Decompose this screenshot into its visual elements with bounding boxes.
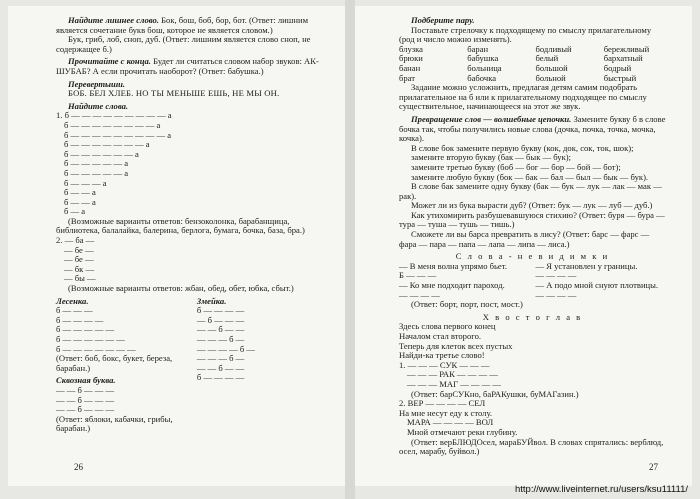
- verse-line: Мной отмечают реки глубину.: [407, 426, 518, 437]
- through-letter-row: — — б — — —: [56, 384, 115, 395]
- ladder-title: Лесенка.: [56, 295, 89, 306]
- ladder-row: б — — — —: [56, 314, 104, 325]
- pattern-line: 2. — ба —: [56, 235, 95, 246]
- snake-title: Змейка.: [196, 295, 227, 306]
- verse-line: МАРА — — — — ВОЛ: [407, 417, 494, 428]
- ladder-block: [56, 297, 186, 434]
- chain-line: Как утихомирить разбушевавшуюся стихию? (Ответ: буря — бура — тура — туша — тушь — тишь.): [399, 209, 665, 230]
- pair-word: быстрый: [603, 72, 637, 83]
- snake-row: — — — б —: [196, 353, 245, 364]
- verse-line: Найди-ка третье слово!: [399, 350, 485, 361]
- pair-word: больница: [467, 62, 502, 73]
- chains-lines: [399, 144, 666, 250]
- invisible-words-rows: [399, 262, 666, 300]
- odd-word-section: [56, 16, 327, 35]
- riddle-line: Б — — —: [399, 270, 437, 281]
- read-backward-text: Будет ли считаться словом набор звуков: АК-ШУБАБ? А если прочитать наоборот? (Ответ: бабушка.): [56, 56, 319, 76]
- chain-line: В слове бак замените одну букву (бак — бук — лук — лак — мак — рак).: [399, 181, 662, 201]
- tail-head-verse: [399, 322, 666, 360]
- chain-line: Может ли из бука вырасти дуб? (Ответ: бук — лук — луб — дуб.): [411, 200, 653, 211]
- snake-rows: [197, 306, 327, 383]
- ladder-row: б — — —: [56, 305, 93, 316]
- pattern-line: б — — — — — — — а: [64, 139, 150, 150]
- odd-word-text: Бок, бош, боб, бор, бот. (Ответ: лишним является сочетание букв бош, которое не является словом.): [56, 15, 309, 35]
- pattern-line: — бе —: [64, 244, 94, 255]
- chains-title: Превращение слов — волшебные цепочки.: [411, 113, 572, 124]
- verse-line: Теперь для клеток всех пустых: [399, 340, 513, 351]
- chain-line: Сможете ли вы барса превратить в лису? (Ответ: барс — фарс — фара — пара — папа — лапа — липа — лиса.): [399, 229, 650, 249]
- pattern-line: 1. — — — СУК — — —: [399, 359, 490, 370]
- pair-word: брат: [399, 72, 416, 83]
- riddle-line: — А подо мной снуют плотвицы.: [535, 280, 659, 291]
- verse-line: На мне несут еду к столу.: [399, 407, 493, 418]
- pair-title: Подберите пару.: [411, 15, 475, 25]
- chain-line: В слове бок замените первую букву (кок, док, сок, ток, шок);: [411, 142, 634, 153]
- find-words-sequence-2: [56, 236, 327, 284]
- pair-word: брюки: [399, 53, 423, 64]
- through-letter-title: Сквозная буква.: [56, 375, 116, 386]
- find-words-title: Найдите слова.: [68, 100, 129, 111]
- pair-word: бабушка: [467, 53, 499, 64]
- pair-word: бережливый: [603, 43, 650, 54]
- snake-row: — — б — —: [196, 362, 245, 373]
- pattern-line: б — а: [64, 206, 86, 217]
- palindromes-title: Перевертыши.: [68, 78, 126, 89]
- watermark-url: http://www.liveinternet.ru/users/ksu11111/: [514, 484, 688, 495]
- snake-row: — — — — б —: [196, 343, 256, 354]
- page-27-content: [355, 6, 692, 457]
- read-backward-section: [56, 57, 327, 76]
- pair-word: бодрый: [603, 62, 632, 73]
- pair-note: Задание можно усложнить, предлагая детям самим подобрать прилагательное на б или к прилагательному подходящее по смыслу существительное, начинающееся на этот же звук.: [399, 82, 647, 112]
- pattern-line: б — — — — — — — — а: [64, 119, 161, 130]
- pattern-line: б — — — — — — а: [64, 148, 139, 159]
- through-letter-row: — — б — — —: [56, 404, 115, 415]
- through-letter-answer: (Ответ: яблоки, кабачки, грибы, барабан.): [56, 413, 173, 434]
- verse-line: Началом стал второго.: [399, 331, 482, 341]
- snake-row: — — — б —: [196, 334, 245, 344]
- pair-word: белый: [535, 53, 559, 64]
- pattern-line: б — — а: [64, 196, 96, 207]
- pair-word: баран: [467, 43, 489, 54]
- pair-word: бархатный: [603, 53, 643, 64]
- pattern-line: — — — РАК — — — —: [407, 369, 498, 380]
- tail-head-title: Х в о с т о г л а в: [482, 311, 583, 322]
- through-letter-row: — — б — — —: [56, 394, 115, 405]
- invisible-words-title: С л о в а - н е в и д и м к и: [455, 251, 610, 262]
- read-backward-title: Прочитайте с конца.: [68, 56, 151, 67]
- pattern-line: 1. б — — — — — — — — — а: [56, 110, 172, 121]
- pattern-line: б — — — а: [64, 177, 107, 188]
- chain-line: замените вторую букву (бак — бык — бук);: [411, 152, 572, 163]
- book-gutter: [345, 0, 355, 499]
- odd-word-title: Найдите лишнее слово.: [68, 15, 159, 25]
- through-letter-rows: [56, 386, 186, 415]
- invisible-words-answer: (Ответ: борт, порт, пост, мост.): [411, 299, 523, 310]
- page-number-left: 26: [74, 462, 83, 472]
- pair-word: бабочка: [467, 72, 497, 83]
- page-27: [355, 6, 692, 486]
- pattern-line: б — — — — — а: [64, 167, 129, 178]
- snake-row: б — — — —: [196, 305, 245, 316]
- palindromes-text: БОБ. БЕЛ ХЛЕБ. НО ТЫ МЕНЬШЕ ЕШЬ, НЕ МЫ ОН.: [68, 88, 280, 99]
- pattern-line: б — — — — — а: [64, 158, 129, 169]
- tail-head-answer-1: (Ответ: барСУКно, баРАКушки, буМАГазин.): [411, 388, 579, 399]
- snake-row: б — — — —: [196, 372, 245, 383]
- pattern-line: б — — а: [64, 187, 96, 198]
- page-26-content: [8, 6, 345, 434]
- pair-word-table: [399, 45, 666, 83]
- riddle-line: — Ко мне подходит пароход.: [399, 280, 505, 291]
- tail-head-verse-2: [399, 409, 666, 438]
- pair-word: бодливый: [535, 43, 572, 54]
- riddle-line: — В меня волна упрямо бьет.: [399, 260, 508, 271]
- tail-head-sequence-1: [399, 361, 666, 390]
- pattern-line: — бе —: [64, 254, 94, 265]
- snake-row: — б — — —: [196, 314, 245, 325]
- pair-word: больной: [535, 72, 566, 83]
- ladder-rows: [56, 306, 186, 354]
- pattern-line: — бк —: [64, 263, 95, 274]
- chain-line: замените любую букву (бок — бак — бал — был — бык — бук).: [411, 171, 649, 182]
- find-words-answer-1: (Возможные варианты ответов: бензоколонка, барабанщица, библиотека, балалайка, балерина, берлога, бумага, бочка, база, бра.): [56, 215, 305, 236]
- chains-section: [399, 115, 666, 144]
- ladder-row: б — — — — — — —: [56, 343, 136, 354]
- riddle-line: — — — —: [535, 270, 577, 281]
- chains-intro: Замените букву б в слове бочка так, чтобы получились новые слова (дочка, почка, точка, мочка, кочка).: [399, 113, 666, 144]
- snake-row: — — б — —: [196, 324, 245, 335]
- pair-word: блузка: [399, 43, 423, 54]
- riddle-line: — — — —: [535, 289, 577, 300]
- pattern-line: 2. ВЕР — — — — СЕЛ: [399, 398, 486, 409]
- pattern-line: — — — МАГ — — — —: [407, 378, 502, 389]
- ladder-answer: (Ответ: боб, бокс, букет, береза, барабан.): [56, 353, 173, 373]
- riddle-line: — Я установлен у границы.: [535, 260, 638, 271]
- chain-line: замените третью букву (боб — бог — бор — бой — бот);: [411, 161, 621, 172]
- ladder-snake-columns: [56, 297, 327, 434]
- odd-word-text-2: Бук, гриб, лоб, сноп, дуб. (Ответ: лишним является слово сноп, не содержащее б.): [56, 34, 311, 54]
- tail-head-answer-2: (Ответ: верБЛЮДОсел, мараБУЙвол. В словах спрятались: верблюд, осел, марабу, буйвол.): [399, 436, 664, 457]
- verse-line: Здесь слова первого конец: [399, 321, 496, 332]
- ladder-row: б — — — — —: [56, 324, 115, 335]
- find-words-answer-2: (Возможные варианты ответов: жбан, обед, обет, юбка, сбыт.): [68, 283, 294, 294]
- pair-word: банан: [399, 62, 421, 73]
- find-words-sequence-1: [56, 111, 327, 217]
- pair-intro: Поставьте стрелочку к подходящему по смыслу прилагательному (род и число можно изменять).: [399, 24, 652, 45]
- pattern-line: — бы —: [64, 273, 96, 284]
- pattern-line: б — — — — — — — — — а: [64, 129, 172, 140]
- pair-word: большой: [535, 62, 568, 73]
- page-26: [8, 6, 345, 486]
- ladder-row: б — — — — — —: [56, 334, 125, 344]
- snake-block: [197, 297, 327, 434]
- page-number-right: 27: [649, 462, 658, 472]
- riddle-line: — — — —: [399, 289, 440, 300]
